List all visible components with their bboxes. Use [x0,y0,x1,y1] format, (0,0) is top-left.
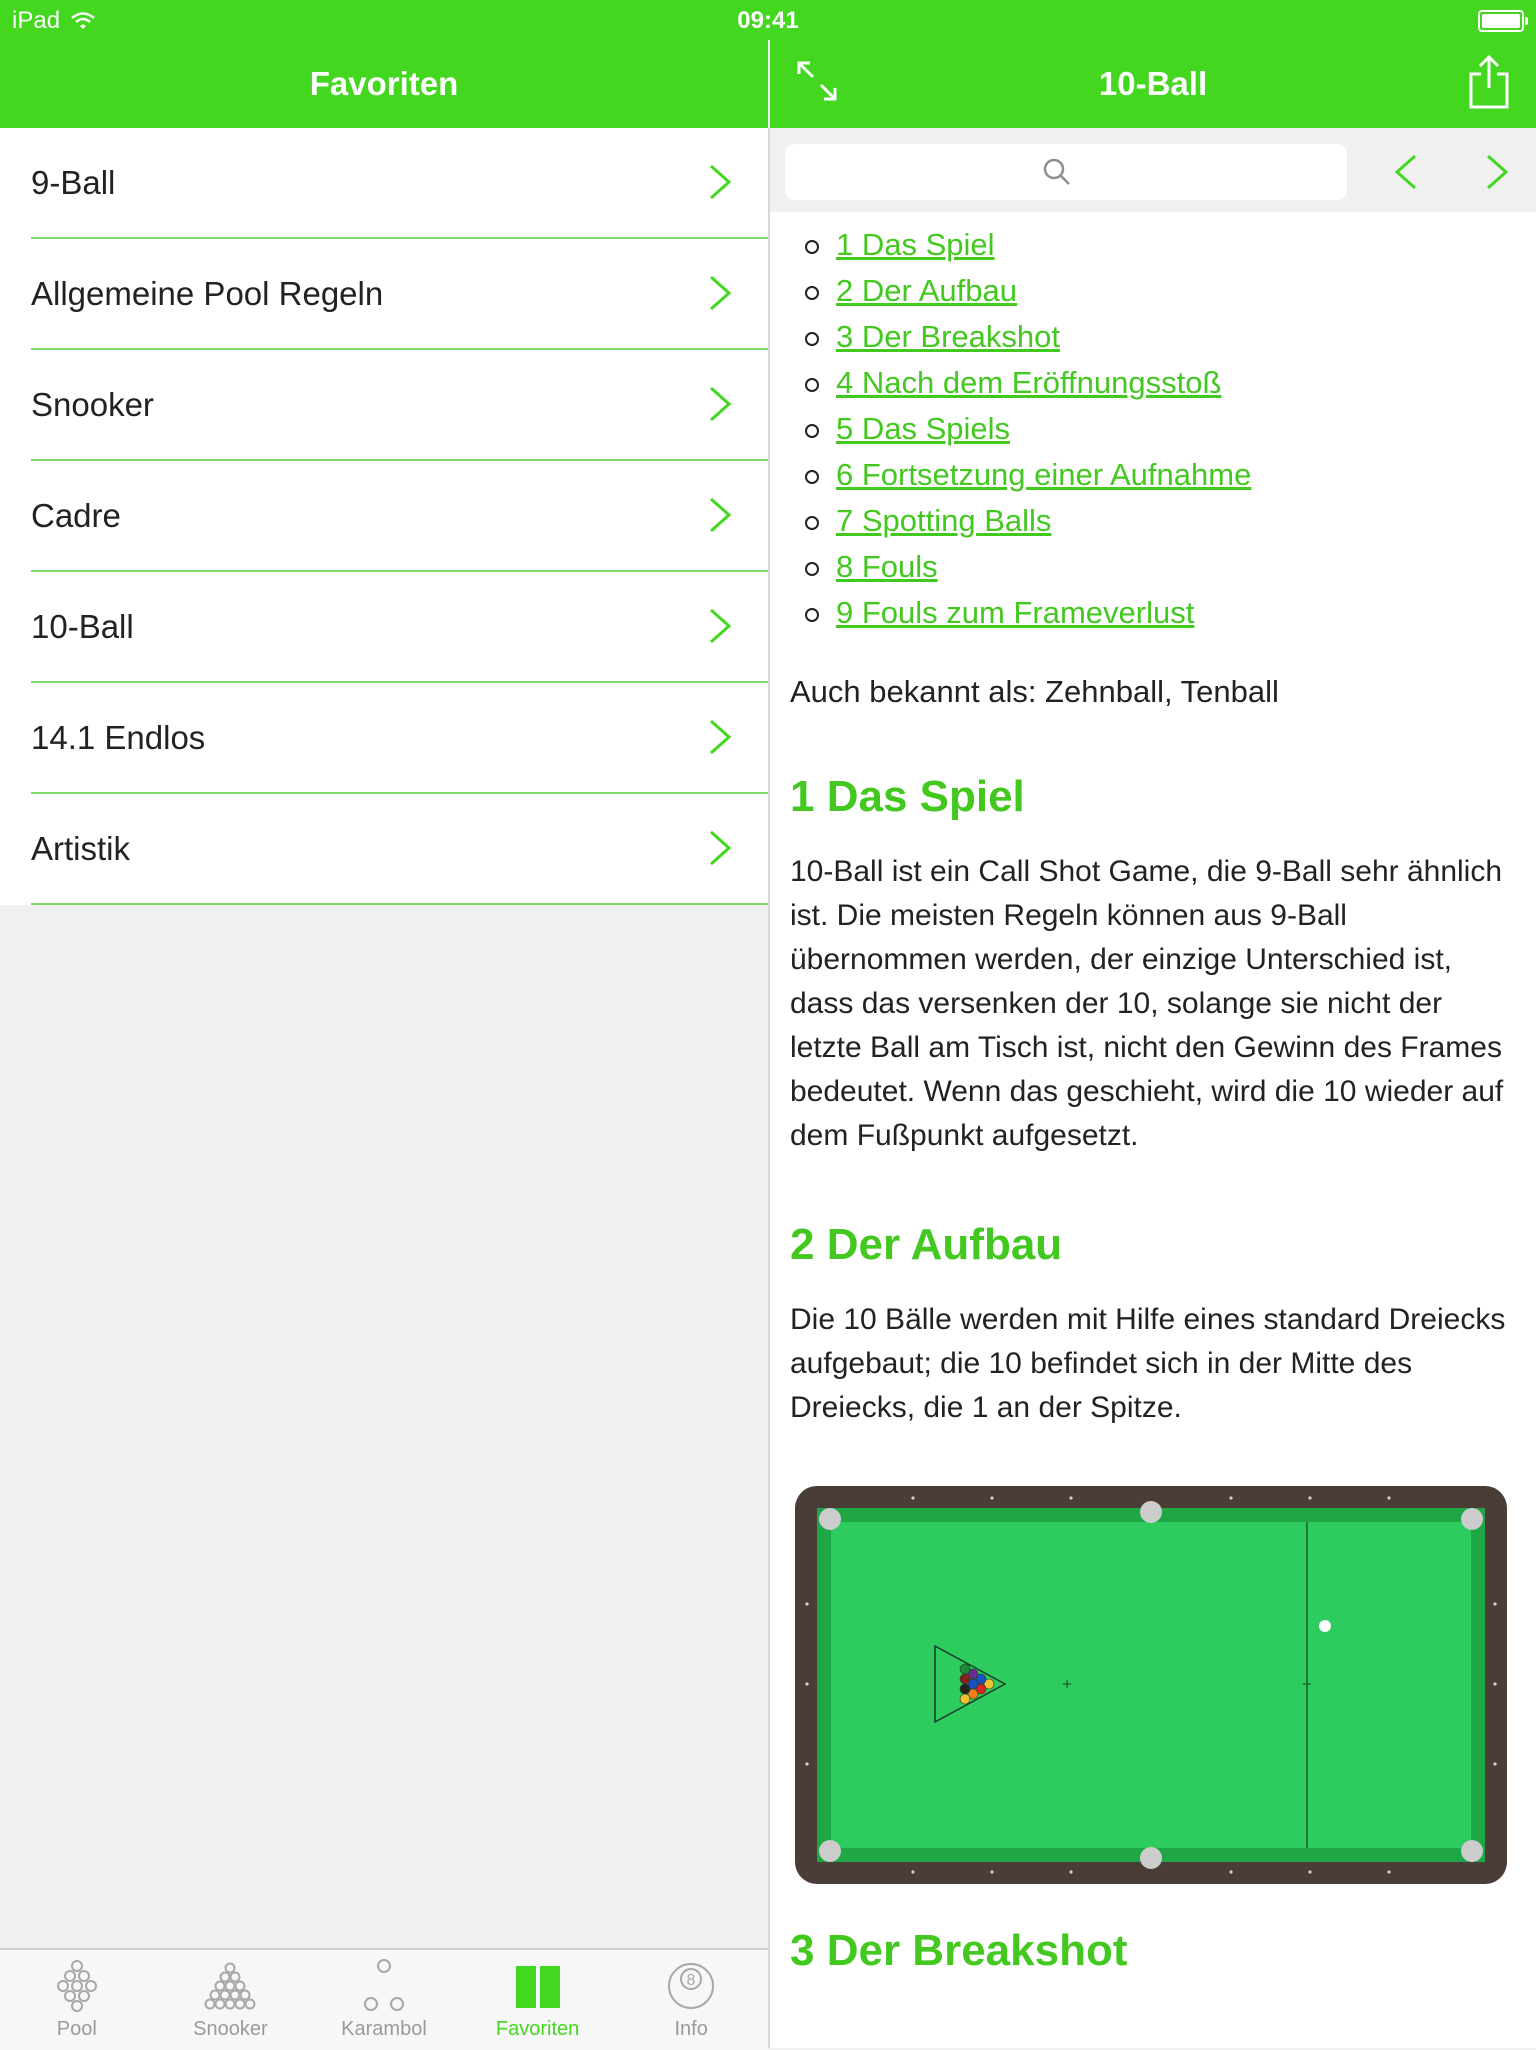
toc-link[interactable]: 4 Nach dem Eröffnungsstoß [836,365,1222,400]
tab-label: Karambol [341,2018,427,2040]
section-heading: 1 Das Spiel [790,772,1025,821]
toc-item [836,222,1520,268]
chevron-right-icon [708,385,732,423]
list-item-label: 9-Ball [31,163,116,201]
favorites-list [0,128,768,905]
tab-info[interactable] [614,1950,768,2050]
toc-link[interactable]: 5 Das Spiels [836,411,1011,446]
chevron-right-icon [708,274,732,312]
status-right [1478,10,1524,32]
tab-label: Snooker [193,2018,268,2040]
toc-link[interactable]: 8 Fouls [836,549,938,584]
search-bar [770,128,1536,212]
battery-icon [1478,10,1524,32]
toc-link[interactable]: 1 Das Spiel [836,227,995,262]
chevron-right-icon [708,163,732,201]
share-icon[interactable] [1466,54,1512,110]
list-item-label: 14.1 Endlos [31,718,206,756]
master-pane [0,0,768,2048]
detail-title: 10-Ball [1098,65,1208,102]
tab-label: Favoriten [495,2018,580,2040]
article-content [790,222,1520,1430]
master-navbar [0,40,768,128]
list-item[interactable] [31,461,768,572]
pool-rack-icon [47,1958,107,2016]
list-item[interactable] [31,683,768,794]
detail-pane [770,0,1536,2048]
section-text: 10-Ball ist ein Call Shot Game, die 9-Ball sehr ähnlich ist. Die meisten Regeln können aus 9-Ball übernommen werden, der einzige Unterschied ist, dass das versenken der 10, solange sie nicht der letzte Ball am Tisch ist, nicht den Gewinn des Frames bedeutet. Wenn das geschieht, wird die 10 wieder auf dem Fußpunkt aufgesetzt. [790,855,1504,1152]
article-content-continued [790,1926,1520,2004]
next-result-icon[interactable] [1482,152,1512,192]
table-of-contents [790,222,1520,636]
tab-favoriten[interactable] [461,1950,615,2050]
toc-item [836,314,1520,360]
detail-navbar [770,40,1536,128]
list-item-label: Cadre [31,496,121,534]
toc-link[interactable]: 2 Der Aufbau [836,273,1017,308]
tab-label: Pool [56,2018,97,2040]
list-item-label: Artistik [31,829,130,867]
list-item[interactable] [31,350,768,461]
list-item[interactable] [31,794,768,905]
toc-item [836,452,1520,498]
chevron-right-icon [708,496,732,534]
tab-snooker[interactable] [154,1950,308,2050]
list-item[interactable] [31,239,768,350]
toc-item [836,268,1520,314]
eight-ball-icon [661,1958,721,2016]
snooker-rack-icon [195,1958,265,2016]
toc-item [836,360,1520,406]
list-item-label: Snooker [31,385,154,423]
toc-link[interactable]: 7 Spotting Balls [836,503,1052,538]
tab-pool[interactable] [0,1950,154,2050]
list-item-label: 10-Ball [31,607,134,645]
svg-text:8: 8 [686,1972,696,1989]
chevron-right-icon [708,607,732,645]
chevron-right-icon [708,718,732,756]
section-heading: 2 Der Aufbau [790,1220,1063,1269]
toc-link[interactable]: 9 Fouls zum Frameverlust [836,595,1195,630]
toc-item [836,544,1520,590]
toc-item [836,498,1520,544]
status-bar [0,0,1536,40]
previous-result-icon[interactable] [1391,152,1421,192]
pool-table-diagram [795,1486,1507,1884]
alias-text: Auch bekannt als: Zehnball, Tenball [790,674,1279,709]
device-name: iPad [12,7,61,34]
toc-link[interactable]: 3 Der Breakshot [836,319,1060,354]
section-text: Die 10 Bälle werden mit Hilfe eines standard Dreiecks aufgebaut; die 10 befindet sich in der Mitte des Dreiecks, die 1 an der Spitze. [790,1303,1506,1424]
status-time: 09:41 [737,7,799,34]
tab-label: Info [674,2018,708,2040]
chevron-right-icon [708,829,732,867]
list-item[interactable] [31,128,768,239]
toc-item [836,590,1520,636]
list-item-label: Allgemeine Pool Regeln [31,274,384,312]
book-icon [508,1958,568,2016]
search-input[interactable] [785,144,1347,200]
tab-bar [0,1948,768,2050]
section-heading: 3 Der Breakshot [790,1926,1128,1975]
toc-item [836,406,1520,452]
karambol-balls-icon [354,1958,414,2016]
tab-karambol[interactable] [307,1950,461,2050]
toc-link[interactable]: 6 Fortsetzung einer Aufnahme [836,457,1252,492]
list-item[interactable] [31,572,768,683]
master-title: Favoriten [309,65,459,102]
